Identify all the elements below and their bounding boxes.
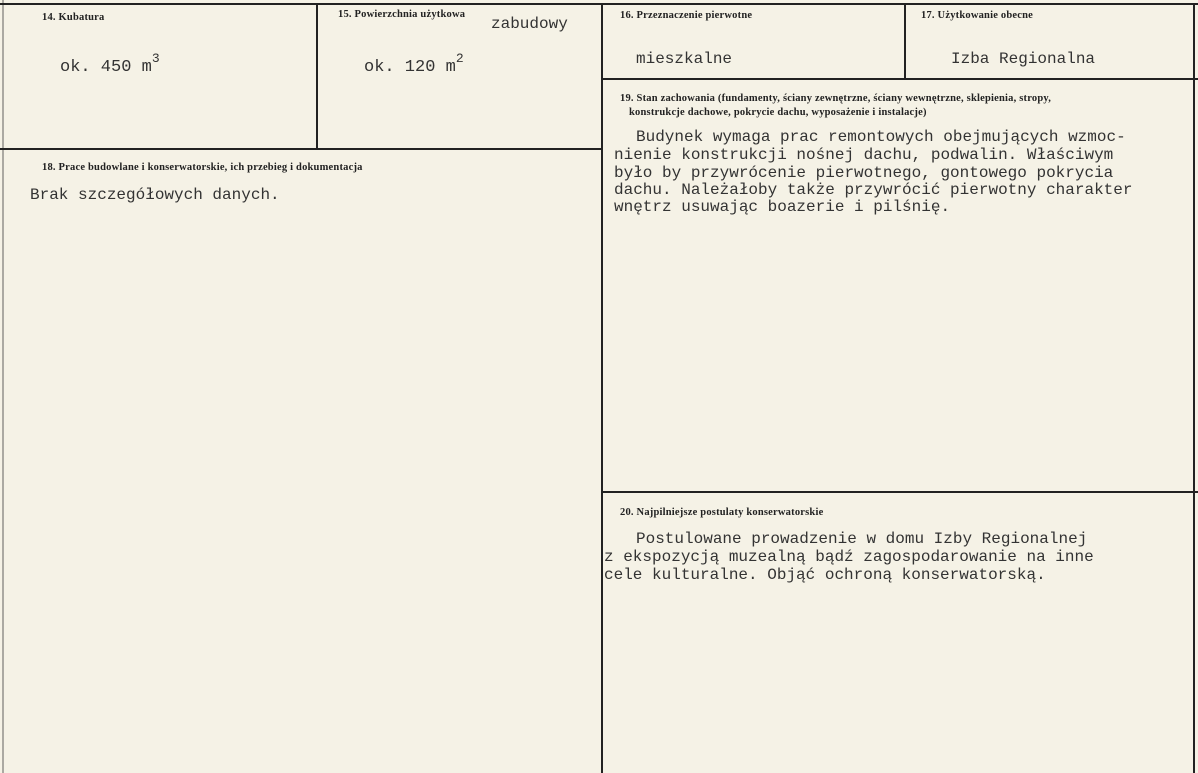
field-19-line-2: nienie konstrukcji nośnej dachu, podwalin. Właściwym — [614, 146, 1114, 164]
field-20-label: 20. Najpilniejsze postulaty konserwatorskie — [620, 507, 824, 518]
field-19-line-4: dachu. Należałoby także przywrócić pierwotny charakter — [614, 181, 1133, 199]
field-17-value: Izba Regionalna — [951, 50, 1096, 68]
field-15-unit-exponent: 2 — [455, 51, 464, 66]
field-14-label: 14. Kubatura — [42, 12, 105, 23]
field-19-line-3: było by przywrócenie pierwotnego, gontowego pokrycia — [614, 164, 1114, 182]
divider-19-20 — [601, 491, 1198, 493]
divider-14-15 — [316, 3, 318, 150]
field-19-label-line1: 19. Stan zachowania (fundamenty, ściany zewnętrzne, ściany wewnętrzne, sklepienia, stropy, — [620, 93, 1052, 104]
field-15-label: 15. Powierzchnia użytkowa — [338, 9, 466, 20]
field-17-label: 17. Użytkowanie obecne — [921, 10, 1034, 21]
divider-main — [601, 3, 603, 773]
field-16-value: mieszkalne — [636, 50, 733, 68]
field-16-label: 16. Przeznaczenie pierwotne — [620, 10, 753, 21]
field-20-line-3: cele kulturalne. Objąć ochroną konserwatorską. — [604, 566, 1046, 584]
field-15-value: ok. 120 $m^2$ — [364, 51, 464, 77]
field-19-label-line2: konstrukcje dachowe, pokrycie dachu, wyposażenie i instalacje) — [629, 107, 927, 118]
divider-row1-left — [0, 148, 603, 150]
field-15-label-extra: zabudowy — [491, 15, 568, 33]
field-14-value: ok. 450 $m^3$ — [60, 51, 160, 77]
field-14-unit-exponent: 3 — [151, 51, 160, 66]
frame-right — [1193, 3, 1195, 773]
field-19-line-1: Budynek wymaga prac remontowych obejmujących wzmoc- — [636, 128, 1126, 146]
divider-row1-right — [601, 78, 1198, 80]
field-18-label: 18. Prace budowlane i konserwatorskie, ich przebieg i dokumentacja — [42, 162, 363, 173]
divider-16-17 — [904, 3, 906, 79]
frame-left — [2, 0, 4, 773]
field-19-line-5: wnętrz usuwając boazerie i pilśnię. — [614, 198, 951, 216]
field-20-line-1: Postulowane prowadzenie w domu Izby Regionalnej — [636, 530, 1088, 548]
field-20-line-2: z ekspozycją muzealną bądź zagospodarowanie na inne — [604, 548, 1094, 566]
field-18-value: Brak szczegółowych danych. — [30, 186, 280, 204]
frame-top — [0, 3, 1198, 5]
